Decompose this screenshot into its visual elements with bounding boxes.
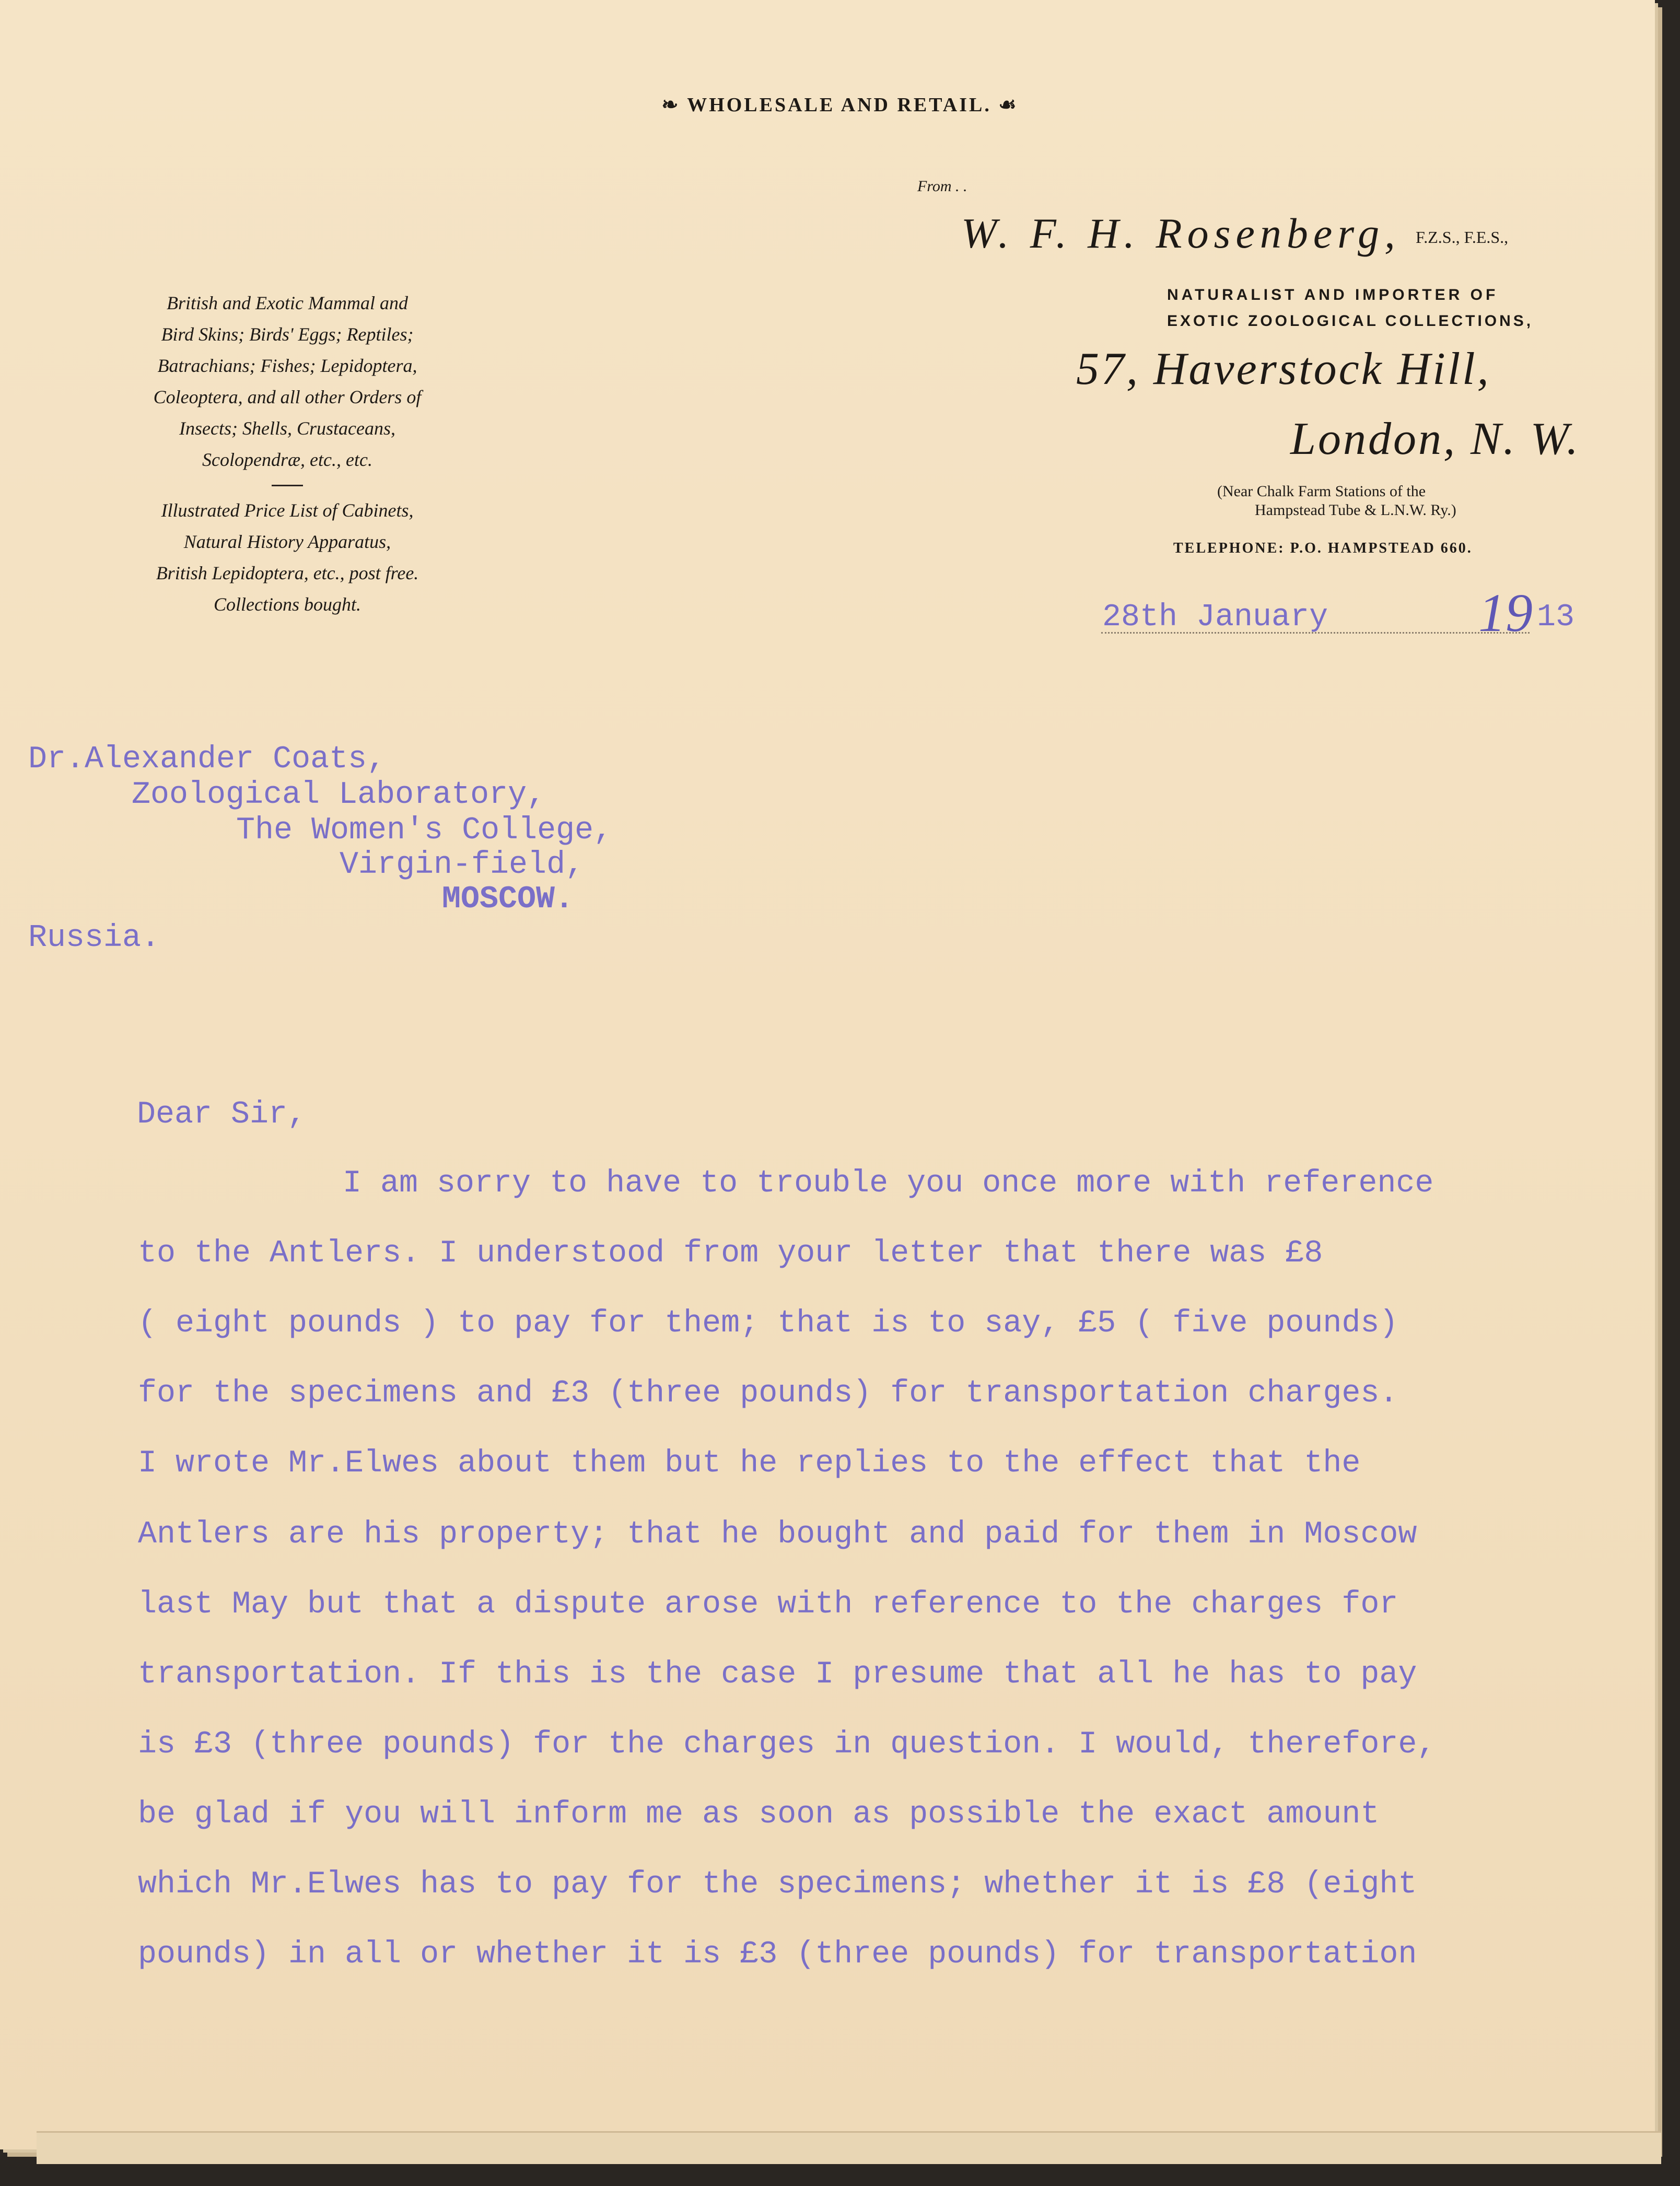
recipient-country: Russia. [28,920,160,956]
body-line: is £3 (three pounds) for the charges in question. I would, therefore, [138,1727,1436,1762]
stock-line: Insects; Shells, Crustaceans, [179,418,395,439]
letterhead-banner [0,93,1680,116]
body-line: Antlers are his property; that he bought and paid for them in Moscow [138,1517,1417,1552]
sender-address-line2: London, N. W. [1290,414,1580,464]
date-typed: 28th January [1102,600,1328,635]
body-line: I wrote Mr.Elwes about them but he replies to the effect that the [138,1446,1361,1481]
date-year-typed: 13 [1537,600,1575,635]
recipient-city: MOSCOW. [442,882,574,917]
stock-line: British and Exotic Mammal and [167,293,408,313]
flourish-right-icon: ☙ [991,94,1019,116]
date-dotted-line [1101,632,1530,634]
recipient-line: Virgin-field, [340,847,585,883]
body-line: last May but that a dispute arose with reference to the charges for [138,1587,1398,1622]
stock-line: Coleoptera, and all other Orders of [153,387,422,407]
stock-line: Bird Skins; Birds' Eggs; Reptiles; [161,324,414,345]
body-line: transportation. If this is the case I presume that all he has to pay [138,1657,1417,1692]
body-line: be glad if you will inform me as soon as possible the exact amount [138,1797,1380,1832]
recipient-line: The Women's College, [236,813,613,848]
sender-title-line2: EXOTIC ZOOLOGICAL COLLECTIONS, [1167,312,1534,330]
recipient-line: Zoological Laboratory, [132,777,546,813]
banner-text: WHOLESALE AND RETAIL. [687,94,991,116]
sender-qualifications: F.Z.S., F.E.S., [1416,228,1509,247]
price-list-line: Natural History Apparatus, [183,531,391,552]
price-list-line: Collections bought. [214,594,361,615]
from-label: From . . [917,178,967,195]
price-list-line: British Lepidoptera, etc., post free. [156,563,419,583]
salutation: Dear Sir, [137,1097,307,1132]
sender-address-line1: 57, Haverstock Hill, [1076,344,1491,394]
stock-line: Scolopendræ, etc., etc. [202,449,372,470]
price-list-line: Illustrated Price List of Cabinets, [161,500,414,521]
stock-line: Batrachians; Fishes; Lepidoptera, [157,355,417,376]
body-line: for the specimens and £3 (three pounds) for transportation charges. [138,1376,1398,1411]
recipient-line: Dr.Alexander Coats, [28,742,386,777]
body-line: to the Antlers. I understood from your letter that there was £8 [138,1236,1323,1271]
near-stations-line2: Hampstead Tube & L.N.W. Ry.) [1255,501,1456,519]
body-line: ( eight pounds ) to pay for them; that is to say, £5 ( five pounds) [138,1306,1398,1341]
under-sheet-edge [37,2131,1661,2164]
body-line: pounds) in all or whether it is £3 (three pounds) for transportation [138,1937,1417,1972]
body-line: which Mr.Elwes has to pay for the specimens; whether it is £8 (eight [138,1867,1417,1902]
flourish-left-icon: ❧ [661,94,687,116]
sender-title-line1: NATURALIST AND IMPORTER OF [1167,286,1499,303]
divider [272,485,303,486]
sender-name: W. F. H. Rosenberg, [961,209,1401,257]
date-year-handwritten: 19 [1478,583,1533,643]
stock-list-block [78,287,496,620]
body-line: I am sorry to have to trouble you once more with reference [343,1166,1434,1201]
near-stations-line1: (Near Chalk Farm Stations of the [1217,483,1426,500]
telephone-line: TELEPHONE: P.O. HAMPSTEAD 660. [1173,540,1473,556]
